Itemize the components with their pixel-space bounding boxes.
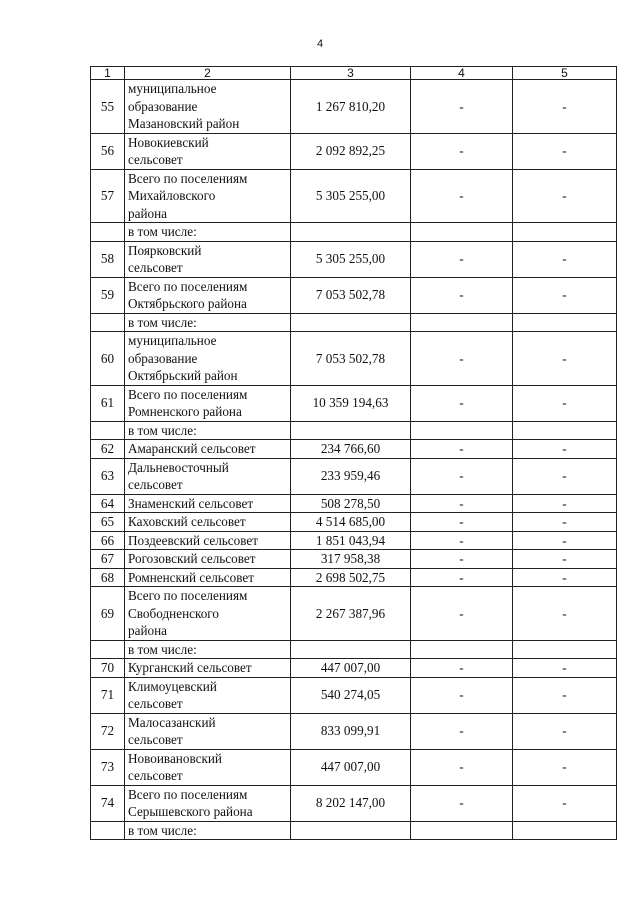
header-cell: 1: [91, 67, 125, 80]
row-col5-cell: [513, 421, 617, 440]
row-col5-cell: -: [513, 749, 617, 785]
table-row: [91, 568, 617, 587]
header-cell: 2: [125, 67, 291, 80]
row-col4-cell: -: [411, 785, 513, 821]
table-row: [91, 550, 617, 569]
row-col5-cell: -: [513, 513, 617, 532]
row-col5-cell: [513, 821, 617, 840]
row-number-cell: 57: [91, 169, 125, 223]
subheading-row: [91, 223, 617, 242]
row-number-cell: 67: [91, 550, 125, 569]
subheading-row: [91, 421, 617, 440]
row-amount-cell: 2 267 387,96: [291, 587, 411, 641]
row-col4-cell: [411, 821, 513, 840]
row-col5-cell: -: [513, 785, 617, 821]
row-amount-cell: 447 007,00: [291, 749, 411, 785]
page-number: 4: [316, 38, 324, 50]
row-col4-cell: -: [411, 80, 513, 134]
row-col5-cell: -: [513, 587, 617, 641]
row-amount-cell: [291, 421, 411, 440]
row-amount-cell: 234 766,60: [291, 440, 411, 459]
row-col5-cell: -: [513, 531, 617, 550]
row-col4-cell: -: [411, 458, 513, 494]
row-name-cell: Знаменский сельсовет: [125, 494, 291, 513]
row-amount-cell: [291, 313, 411, 332]
row-amount-cell: [291, 821, 411, 840]
table-row: [91, 659, 617, 678]
row-amount-cell: 1 851 043,94: [291, 531, 411, 550]
row-col5-cell: -: [513, 385, 617, 421]
row-name-cell: Поздеевский сельсовет: [125, 531, 291, 550]
table-row: [91, 494, 617, 513]
table-row: [91, 332, 617, 386]
row-col4-cell: -: [411, 677, 513, 713]
row-name-cell: в том числе:: [125, 223, 291, 242]
row-name-cell: Каховский сельсовет: [125, 513, 291, 532]
row-col4-cell: -: [411, 749, 513, 785]
row-number-cell: 70: [91, 659, 125, 678]
row-name-cell: Всего по поселениям Серышевского района: [125, 785, 291, 821]
row-number-cell: 55: [91, 80, 125, 134]
table-row: [91, 531, 617, 550]
row-number-cell: 69: [91, 587, 125, 641]
row-amount-cell: 317 958,38: [291, 550, 411, 569]
row-number-cell: 60: [91, 332, 125, 386]
row-col5-cell: [513, 223, 617, 242]
row-number-cell: [91, 421, 125, 440]
table-row: [91, 587, 617, 641]
table-header-row: [91, 67, 617, 80]
row-col4-cell: -: [411, 568, 513, 587]
table-row: [91, 80, 617, 134]
row-number-cell: 59: [91, 277, 125, 313]
row-col5-cell: -: [513, 169, 617, 223]
row-name-cell: в том числе:: [125, 640, 291, 659]
row-name-cell: Всего по поселениям Ромненского района: [125, 385, 291, 421]
row-name-cell: Всего по поселениям Михайловского района: [125, 169, 291, 223]
row-col4-cell: -: [411, 169, 513, 223]
row-col5-cell: -: [513, 241, 617, 277]
row-col4-cell: [411, 313, 513, 332]
row-col5-cell: [513, 640, 617, 659]
row-name-cell: Новокиевский сельсовет: [125, 133, 291, 169]
row-name-cell: Дальневосточный сельсовет: [125, 458, 291, 494]
row-amount-cell: 5 305 255,00: [291, 169, 411, 223]
row-col5-cell: -: [513, 494, 617, 513]
row-number-cell: 62: [91, 440, 125, 459]
table-row: [91, 440, 617, 459]
row-name-cell: в том числе:: [125, 313, 291, 332]
row-amount-cell: 447 007,00: [291, 659, 411, 678]
row-number-cell: 66: [91, 531, 125, 550]
row-col5-cell: -: [513, 277, 617, 313]
row-number-cell: 68: [91, 568, 125, 587]
row-col5-cell: -: [513, 550, 617, 569]
subheading-row: [91, 821, 617, 840]
row-col4-cell: -: [411, 550, 513, 569]
row-col4-cell: -: [411, 277, 513, 313]
row-number-cell: 64: [91, 494, 125, 513]
row-amount-cell: 2 698 502,75: [291, 568, 411, 587]
row-amount-cell: [291, 223, 411, 242]
table-row: [91, 277, 617, 313]
row-name-cell: Амаранский сельсовет: [125, 440, 291, 459]
row-col5-cell: -: [513, 458, 617, 494]
row-col4-cell: -: [411, 241, 513, 277]
row-number-cell: 73: [91, 749, 125, 785]
header-cell: 5: [513, 67, 617, 80]
row-name-cell: в том числе:: [125, 821, 291, 840]
row-number-cell: 58: [91, 241, 125, 277]
row-amount-cell: 833 099,91: [291, 713, 411, 749]
row-number-cell: [91, 223, 125, 242]
table-row: [91, 749, 617, 785]
row-number-cell: [91, 821, 125, 840]
row-amount-cell: 10 359 194,63: [291, 385, 411, 421]
row-amount-cell: 4 514 685,00: [291, 513, 411, 532]
row-col5-cell: -: [513, 133, 617, 169]
row-col4-cell: -: [411, 440, 513, 459]
row-amount-cell: [291, 640, 411, 659]
row-col5-cell: -: [513, 332, 617, 386]
row-col5-cell: -: [513, 440, 617, 459]
row-col5-cell: [513, 313, 617, 332]
row-col4-cell: [411, 640, 513, 659]
table-row: [91, 458, 617, 494]
header-cell: 4: [411, 67, 513, 80]
table-row: [91, 169, 617, 223]
row-col5-cell: -: [513, 80, 617, 134]
subheading-row: [91, 313, 617, 332]
row-col4-cell: [411, 421, 513, 440]
row-name-cell: Всего по поселениям Свободненского района: [125, 587, 291, 641]
row-col4-cell: -: [411, 332, 513, 386]
row-col4-cell: -: [411, 494, 513, 513]
row-col4-cell: -: [411, 513, 513, 532]
header-cell: 3: [291, 67, 411, 80]
row-col4-cell: -: [411, 385, 513, 421]
row-col5-cell: -: [513, 568, 617, 587]
row-col5-cell: -: [513, 659, 617, 678]
row-number-cell: [91, 313, 125, 332]
row-name-cell: Ромненский сельсовет: [125, 568, 291, 587]
table-row: [91, 713, 617, 749]
row-name-cell: муниципальное образование Мазановский район: [125, 80, 291, 134]
row-number-cell: 61: [91, 385, 125, 421]
row-name-cell: в том числе:: [125, 421, 291, 440]
row-number-cell: 65: [91, 513, 125, 532]
row-col4-cell: -: [411, 133, 513, 169]
row-number-cell: 56: [91, 133, 125, 169]
row-name-cell: Новоивановский сельсовет: [125, 749, 291, 785]
row-name-cell: Малосазанский сельсовет: [125, 713, 291, 749]
row-number-cell: [91, 640, 125, 659]
row-col4-cell: -: [411, 713, 513, 749]
table-row: [91, 785, 617, 821]
table-row: [91, 385, 617, 421]
table-row: [91, 513, 617, 532]
row-col4-cell: -: [411, 531, 513, 550]
table-row: [91, 677, 617, 713]
table-row: [91, 133, 617, 169]
row-col5-cell: -: [513, 677, 617, 713]
row-amount-cell: 233 959,46: [291, 458, 411, 494]
row-number-cell: 63: [91, 458, 125, 494]
budget-table: [90, 66, 617, 840]
row-amount-cell: 7 053 502,78: [291, 277, 411, 313]
row-amount-cell: 2 092 892,25: [291, 133, 411, 169]
row-name-cell: Курганский сельсовет: [125, 659, 291, 678]
row-number-cell: 72: [91, 713, 125, 749]
row-col5-cell: -: [513, 713, 617, 749]
row-col4-cell: [411, 223, 513, 242]
table-row: [91, 241, 617, 277]
row-number-cell: 71: [91, 677, 125, 713]
row-amount-cell: 540 274,05: [291, 677, 411, 713]
row-number-cell: 74: [91, 785, 125, 821]
row-name-cell: муниципальное образование Октябрьский район: [125, 332, 291, 386]
subheading-row: [91, 640, 617, 659]
row-amount-cell: 7 053 502,78: [291, 332, 411, 386]
row-amount-cell: 1 267 810,20: [291, 80, 411, 134]
row-col4-cell: -: [411, 659, 513, 678]
row-amount-cell: 8 202 147,00: [291, 785, 411, 821]
row-name-cell: Поярковский сельсовет: [125, 241, 291, 277]
row-name-cell: Рогозовский сельсовет: [125, 550, 291, 569]
row-amount-cell: 5 305 255,00: [291, 241, 411, 277]
row-name-cell: Климоуцевский сельсовет: [125, 677, 291, 713]
row-name-cell: Всего по поселениям Октябрьского района: [125, 277, 291, 313]
row-amount-cell: 508 278,50: [291, 494, 411, 513]
row-col4-cell: -: [411, 587, 513, 641]
